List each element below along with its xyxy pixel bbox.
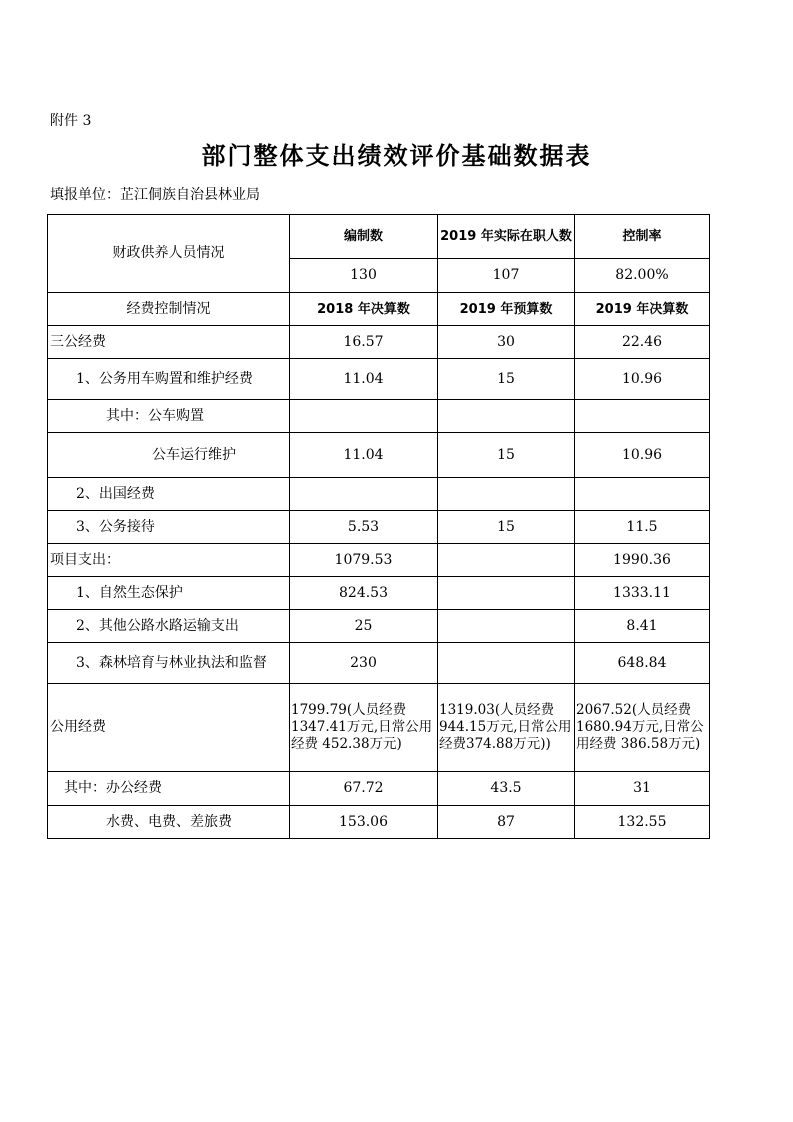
table-row [48,400,710,433]
cell-2019-budget: 15 [438,511,575,544]
cell-2018-final: 824.53 [290,577,438,610]
row-label: 公用经费 [48,684,290,772]
cell-2019-final: 10.96 [575,359,710,400]
expense-header-2019-budget: 2019 年预算数 [438,293,575,326]
cell-2018-final: 16.57 [290,326,438,359]
cell-2019-final: 132.55 [575,806,710,839]
row-label: 其中：公车购置 [48,400,290,433]
staff-header-actual: 2019 年实际在职人数 [438,215,575,259]
table-row [48,433,710,478]
cell-2019-budget: 30 [438,326,575,359]
expense-header-2019-final: 2019 年决算数 [575,293,710,326]
cell-2018-final: 153.06 [290,806,438,839]
cell-2019-final [575,400,710,433]
cell-2019-budget [438,610,575,643]
table-row [48,610,710,643]
cell-2019-budget: 43.5 [438,772,575,806]
cell-2019-final: 1990.36 [575,544,710,577]
expense-header-row [48,293,710,326]
staff-label: 财政供养人员情况 [48,215,290,293]
staff-value-quota: 130 [290,259,438,293]
cell-2019-budget [438,478,575,511]
cell-2019-final: 2067.52(人员经费1680.94万元,日常公用经费 386.58万元) [575,684,710,772]
staff-header-quota: 编制数 [290,215,438,259]
cell-2019-budget: 15 [438,433,575,478]
cell-2019-final: 1333.11 [575,577,710,610]
table-row [48,544,710,577]
table-row [48,577,710,610]
cell-2018-final [290,400,438,433]
row-label: 2、出国经费 [48,478,290,511]
cell-2019-budget [438,643,575,684]
row-label: 水费、电费、差旅费 [48,806,290,839]
cell-2019-final: 648.84 [575,643,710,684]
cell-2018-final: 11.04 [290,359,438,400]
cell-2019-budget [438,577,575,610]
row-label: 三公经费 [48,326,290,359]
cell-2018-final: 25 [290,610,438,643]
table-row [48,643,710,684]
table-row [48,478,710,511]
staff-header-row [48,215,710,259]
cell-2018-final: 5.53 [290,511,438,544]
expense-header-label: 经费控制情况 [48,293,290,326]
table-row [48,511,710,544]
cell-2019-final: 22.46 [575,326,710,359]
table-row [48,806,710,839]
cell-2019-budget: 87 [438,806,575,839]
cell-2019-final [575,478,710,511]
expense-header-2018-final: 2018 年决算数 [290,293,438,326]
row-label: 3、森林培育与林业执法和监督 [48,643,290,684]
row-label: 1、公务用车购置和维护经费 [48,359,290,400]
table-row [48,684,710,772]
cell-2018-final: 11.04 [290,433,438,478]
cell-2019-budget: 1319.03(人员经费944.15万元,日常公用经费374.88万元)) [438,684,575,772]
cell-2019-final: 8.41 [575,610,710,643]
performance-data-table [47,214,710,839]
staff-header-rate: 控制率 [575,215,710,259]
cell-2019-final: 31 [575,772,710,806]
row-label: 1、自然生态保护 [48,577,290,610]
table-row [48,326,710,359]
cell-2018-final [290,478,438,511]
cell-2019-final: 10.96 [575,433,710,478]
row-label: 项目支出： [48,544,290,577]
table-row [48,359,710,400]
cell-2018-final: 230 [290,643,438,684]
row-label: 公车运行维护 [48,433,290,478]
row-label: 2、其他公路水路运输支出 [48,610,290,643]
staff-value-rate: 82.00% [575,259,710,293]
table-row [48,772,710,806]
cell-2019-budget [438,544,575,577]
row-label: 3、公务接待 [48,511,290,544]
cell-2019-budget: 15 [438,359,575,400]
cell-2018-final: 1079.53 [290,544,438,577]
reporting-unit: 填报单位：芷江侗族自治县林业局 [50,187,260,203]
cell-2018-final: 67.72 [290,772,438,806]
row-label: 其中：办公经费 [48,772,290,806]
annex-label: 附件 3 [50,113,92,129]
cell-2018-final: 1799.79(人员经费1347.41万元,日常公用经费 452.38万元) [290,684,438,772]
page-title: 部门整体支出绩效评价基础数据表 [201,142,592,170]
cell-2019-final: 11.5 [575,511,710,544]
staff-value-actual: 107 [438,259,575,293]
cell-2019-budget [438,400,575,433]
